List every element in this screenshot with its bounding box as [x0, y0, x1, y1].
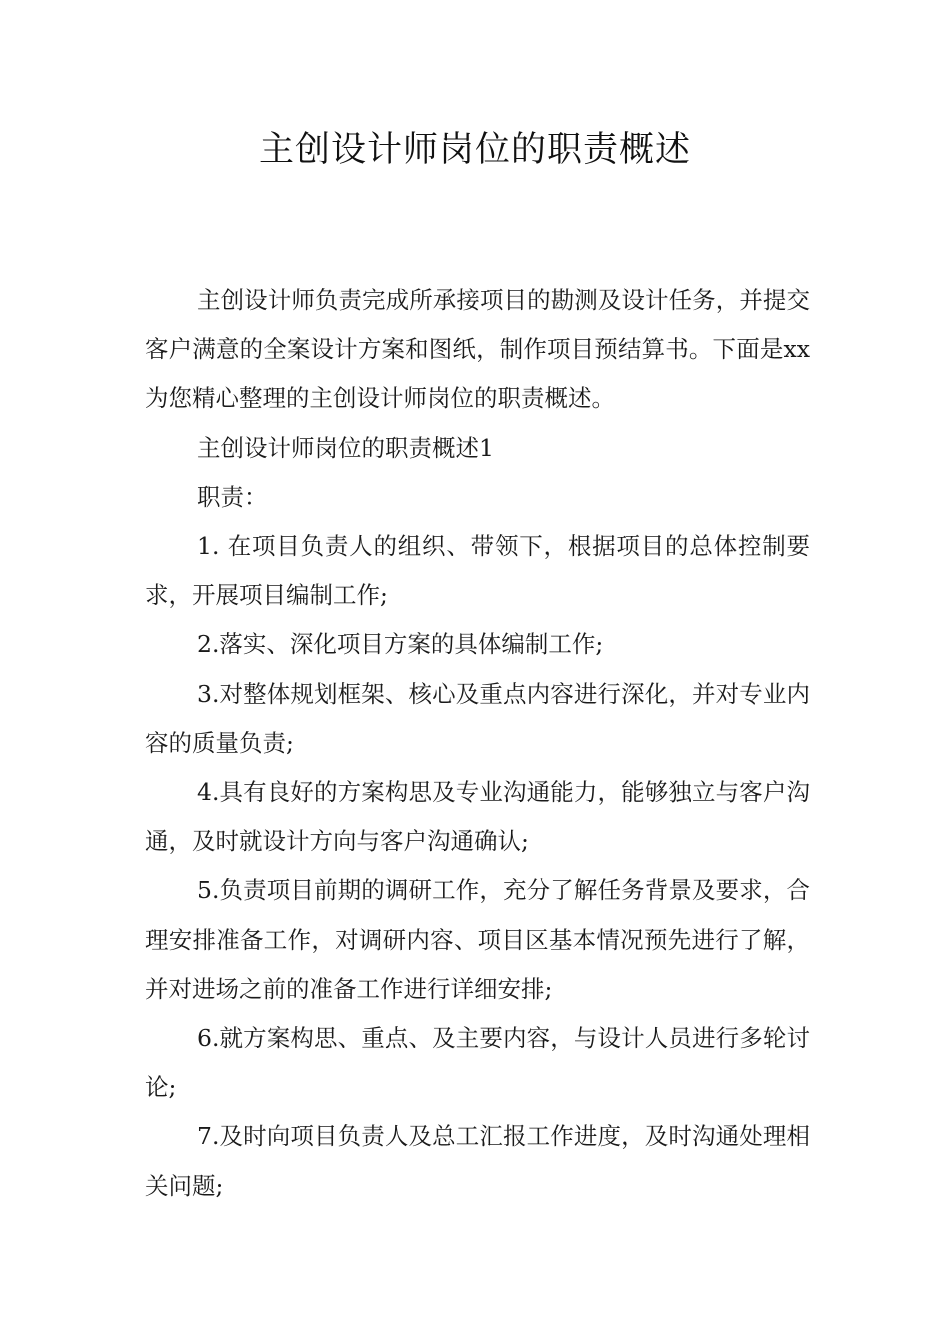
duty-item-6: 6.就方案构思、重点、及主要内容，与设计人员进行多轮讨论;: [145, 1024, 810, 1102]
document-body: [145, 276, 810, 1211]
duty-item-1: 1. 在项目负责人的组织、带领下，根据项目的总体控制要求，开展项目编制工作;: [145, 532, 810, 610]
intro-paragraph: 主创设计师负责完成所承接项目的勘测及设计任务，并提交客户满意的全案设计方案和图纸，制作项目预结算书。下面是xx为您精心整理的主创设计师岗位的职责概述。: [145, 286, 810, 413]
document-title: 主创设计师岗位的职责概述: [258, 130, 691, 170]
duty-item-7: 7.及时向项目负责人及总工汇报工作进度，及时沟通处理相关问题;: [145, 1122, 810, 1200]
section-heading: 主创设计师岗位的职责概述1: [197, 433, 494, 462]
duty-item-2: 2.落实、深化项目方案的具体编制工作;: [197, 630, 604, 659]
duty-item-3: 3.对整体规划框架、核心及重点内容进行深化，并对专业内容的质量负责;: [145, 679, 810, 757]
duties-label: 职责：: [197, 482, 268, 511]
duty-item-5: 5.负责项目前期的调研工作，充分了解任务背景及要求，合理安排准备工作，对调研内容、项目区基本情况预先进行了解，并对进场之前的准备工作进行详细安排;: [145, 876, 810, 1003]
duty-item-4: 4.具有良好的方案构思及专业沟通能力，能够独立与客户沟通，及时就设计方向与客户沟通确认;: [145, 778, 810, 856]
